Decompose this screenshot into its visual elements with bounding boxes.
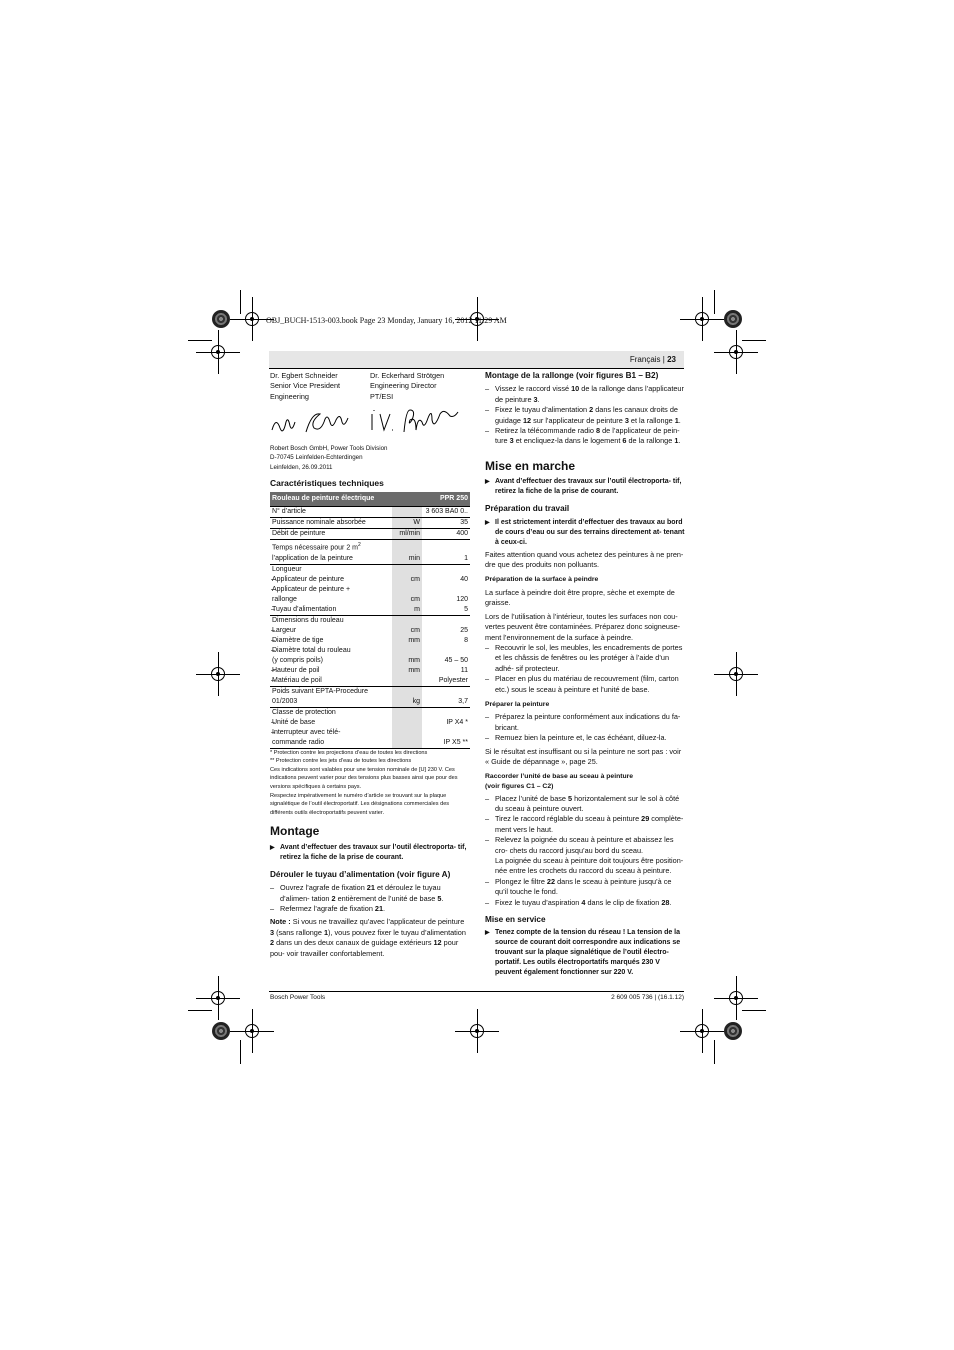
spec-unit (392, 728, 422, 748)
table-row (270, 626, 470, 636)
spec-label (270, 686, 392, 707)
right-column (485, 371, 685, 980)
spec-value (422, 707, 470, 718)
warning-text: ▶ Avant d’effectuer des travaux sur l’outil électroporta- tif, retirez la fiche de la prise de courant. (485, 477, 685, 497)
text-span: de la rallonge (626, 436, 675, 446)
table-row (270, 518, 470, 529)
spec-value (422, 564, 470, 575)
spec-label-part: Poids suivant EPTA-Procedure (272, 687, 368, 695)
header-language: Français (629, 355, 661, 364)
text-span: de la rallonge dans l’applicateur de peinture (495, 384, 684, 404)
spec-unit: mm (392, 666, 422, 676)
ref-number: 3 (270, 927, 275, 937)
spec-value: 3 603 BA0 0.. (422, 507, 470, 518)
spec-value: 1 (422, 540, 470, 564)
left-column (270, 371, 470, 959)
header-language-page: Français | 23 (629, 355, 676, 364)
subheading-derouler: Dérouler le tuyau d’alimentation (voir figure A) (270, 869, 451, 879)
table-row (270, 564, 470, 575)
table-row (270, 718, 470, 728)
trim-line (714, 290, 715, 314)
paragraph: La surface à peindre doit être propre, sèche et exempte de graisse. (485, 587, 675, 608)
spec-label (270, 646, 392, 666)
table-row (270, 540, 470, 564)
spec-value: 5 (464, 605, 468, 613)
list-item (485, 814, 685, 835)
company-address (270, 444, 470, 472)
text-span: . (383, 903, 386, 913)
text-span: dans les canaux droits de guidage (495, 405, 678, 425)
text-span: . (678, 436, 681, 446)
subheading-preparer-peinture: Préparer la peinture (485, 700, 550, 708)
spec-label-part: l’application de la peinture (272, 554, 353, 562)
text-span: dans le clip de fixation (585, 897, 662, 907)
page-header (269, 351, 684, 369)
note-paragraph (270, 917, 470, 959)
list-item (485, 898, 685, 908)
spec-label: – Matériau de poil (270, 676, 392, 687)
table-row (270, 575, 470, 585)
footer-left: Bosch Power Tools (270, 994, 326, 1001)
list-item (270, 883, 470, 904)
spec-note: Respectez impérativement le numéro d’article se trouvant sur la plaque signalétique de l’outil électroportatif. Les désignations commerciales des différents outils électroportatifs peuvent varier. (270, 792, 450, 816)
table-row (270, 507, 470, 518)
table-row (270, 666, 470, 676)
ref-number: 1 (323, 927, 329, 937)
ref-number: 5 (437, 893, 442, 903)
subheading-line: (voir figures C1 – C2) (485, 782, 554, 790)
text-span: pour pou- voir travailler confortablement. (270, 938, 459, 958)
spec-label: Débit de peinture (270, 529, 392, 540)
spec-value: IP X5 ** (443, 738, 468, 746)
warning-text: ▶ Tenez compte de la tension du réseau ! La tension de la source de courant doit correspondre aux indications se trouvant sur la plaque signalétique de l’outil électro- portatif. Les outils électroportatifs marqués 230 V peuvent également fonctionner sur 220 V. (485, 928, 685, 978)
spec-unit: W (392, 518, 422, 529)
text-span: dans le sceau à peinture jusqu’à ce qu’il touche le fond. (495, 876, 672, 897)
superscript: 2 (357, 542, 361, 549)
signatory-dept: Engineering (270, 391, 309, 401)
list-item (485, 794, 685, 815)
registration-disc (212, 310, 230, 328)
spec-label: – Diamètre de tige (270, 636, 392, 646)
section-heading-caracteristiques: Caractéristiques techniques (270, 477, 384, 488)
ref-number: 22 (546, 876, 556, 886)
company-line: D-70745 Leinfelden-Echterdingen (270, 454, 363, 462)
text-span: et la rallonge (628, 415, 675, 425)
spec-label-part: 01/2003 (272, 697, 298, 705)
spec-label (270, 728, 392, 748)
spec-label (270, 585, 392, 605)
signatory-title: Engineering Director (370, 381, 437, 391)
spec-unit (392, 718, 422, 728)
spec-value (422, 615, 470, 626)
ref-number: 3 (624, 415, 629, 425)
paragraph: Faites attention quand vous achetez des peintures à ne pren- dre que des produits non polluants. (485, 549, 684, 570)
text-span: Plongez le filtre (495, 876, 547, 886)
ref-number: 5 (568, 793, 573, 803)
spec-value: Polyester (438, 676, 468, 684)
list-item: – Remuez bien la peinture et, le cas échéant, diluez-la. (485, 733, 685, 743)
ref-number: 3 (509, 436, 514, 446)
text-span: ), vous pouvez fixer le tuyau d’alimentation (328, 927, 466, 937)
spec-value: 120 (456, 595, 468, 603)
spec-label: – Unité de base (270, 718, 392, 728)
text-span: (sans rallonge (274, 927, 324, 937)
ref-number: 10 (571, 384, 580, 394)
footer-rule (269, 991, 684, 992)
spec-label-part: (y compris poils) (272, 656, 323, 664)
paragraph: Lors de l’utilisation à l’intérieur, toutes les surfaces non cou- vertes peuvent être contaminées. Préparez donc soigneuse- ment l’environnement de la surface à peindre. (485, 611, 681, 642)
spec-value: 8 (464, 636, 468, 644)
spec-label: N° d’article (270, 507, 392, 518)
text-span: . (678, 415, 681, 425)
spec-unit: m (392, 605, 422, 616)
spec-unit (392, 707, 422, 718)
text-span: Tirez le raccord réglable du sceau à peinture (495, 814, 642, 824)
table-row (270, 585, 470, 605)
spec-label: Puissance nominale absorbée (270, 518, 392, 529)
section-heading-mise-en-marche: Mise en marche (485, 458, 576, 473)
spec-value: 3,7 (422, 686, 470, 707)
signatory-1 (270, 371, 370, 402)
list-item: – Relevez la poignée du sceau à peinture et abaissez les cro- chets du raccord jusqu’au bord du sceau. (485, 835, 685, 856)
trim-line (714, 1040, 715, 1064)
table-row (270, 529, 470, 540)
spec-label: Dimensions du rouleau (270, 615, 392, 626)
signatory-name: Dr. Eckerhard Strötgen (370, 371, 445, 380)
spec-label-part: Temps nécessaire pour 2 m (272, 544, 358, 552)
trim-line (742, 340, 766, 341)
ref-number: 8 (596, 426, 601, 436)
trim-line (742, 1010, 766, 1011)
ref-number: 3 (533, 394, 538, 404)
text-span: dans un des deux canaux de guidage extérieurs (274, 938, 434, 948)
spec-label-part: commande radio (272, 738, 325, 746)
spec-note: ** Protection contre les jets d’eau de toutes les directions (270, 758, 412, 765)
text-span: sur l’applicateur de peinture (531, 415, 625, 425)
spec-unit: mm (392, 646, 422, 666)
spec-label: – Largeur (270, 626, 392, 636)
table-row (270, 707, 470, 718)
list-item: – Placer en plus du matériau de recouvrement (film, carton etc.) sous le sceau à peinture et l’unité de base. (485, 674, 685, 695)
text-span: Si vous ne travaillez qu’avec l’applicateur de peinture (290, 917, 465, 927)
list-item: – Préparez la peinture conformément aux indications du fa- bricant. (485, 712, 685, 733)
list-item: – Recouvrir le sol, les meubles, les encadrements de portes et les châssis de fenêtres ou les protéger à l’aide d’un adhé- sif protecteur. (485, 643, 685, 674)
trim-line (188, 1010, 212, 1011)
text-span: Refermez l’agrafe de fixation (280, 903, 375, 913)
text-span: Fixez le tuyau d’alimentation (495, 405, 590, 415)
text-span: Vissez le raccord vissé (495, 384, 572, 394)
trim-line (188, 340, 212, 341)
text-span: de l’applicateur de pein- ture (495, 426, 680, 446)
registration-disc (724, 310, 742, 328)
spec-header-model: PPR 250 (422, 492, 470, 507)
book-info-line: OBJ_BUCH-1513-003.book Page 23 Monday, January 16, 2012 11:29 AM (266, 316, 507, 325)
signatory-name: Dr. Egbert Schneider (270, 371, 338, 380)
spec-unit: min (392, 540, 422, 564)
ref-number: 1 (674, 436, 679, 446)
spec-label: Classe de protection (270, 707, 392, 718)
text-span: Retirez la télécommande radio (495, 426, 596, 436)
spec-note: Ces indications sont valables pour une tension nominale de [U] 230 V. Ces indications peuvent varier pour des tensions plus basses ainsi que pour des versions spécifiques à certains pays. (270, 766, 458, 790)
text-span: . (537, 394, 540, 404)
spec-notes (270, 748, 470, 818)
spec-unit (392, 615, 422, 626)
subheading-rallonge: Montage de la rallonge (voir figures B1 – B2) (485, 371, 659, 380)
note-label: Note : (270, 917, 291, 927)
spec-unit: mm (392, 636, 422, 646)
table-row (270, 636, 470, 646)
spec-value: 35 (422, 518, 470, 529)
subheading-surface: Préparation de la surface à peindre (485, 576, 599, 584)
spec-header-label: Rouleau de peinture électrique (270, 492, 422, 507)
ref-number: 4 (581, 897, 586, 907)
text-span: et encliquez-la dans le logement (513, 436, 623, 446)
signatory-2 (370, 371, 470, 402)
subheading-line: Raccorder l’unité de base au sceau à peinture (485, 773, 634, 781)
list-item (270, 904, 470, 914)
table-row (270, 646, 470, 666)
table-row (270, 605, 470, 616)
ref-number: 2 (270, 938, 275, 948)
list-item (485, 426, 685, 447)
ref-number: 21 (374, 903, 384, 913)
warning-text: ▶ Avant d’effectuer des travaux sur l’outil électroporta- tif, retirez la fiche de la prise de courant. (270, 843, 470, 863)
paragraph: Si le résultat est insuffisant ou si la peinture ne sort pas : voir « Guide de dépannage », page 25. (485, 746, 682, 766)
ref-number: 2 (331, 893, 336, 903)
spec-label (270, 540, 392, 564)
ref-number: 21 (366, 883, 375, 893)
table-row (270, 676, 470, 687)
spec-unit (392, 507, 422, 518)
text-span: Ouvrez l’agrafe de fixation (280, 883, 367, 893)
spec-label: – Tuyau d’alimentation (270, 605, 392, 616)
table-row (270, 728, 470, 748)
warning-text: ▶ Il est strictement interdit d’effectuer des travaux au bord de cours d’eau ou sur des terrains directement at- tenant à ceux-ci. (485, 518, 685, 548)
ref-number: 1 (674, 415, 679, 425)
spec-note: * Protection contre les projections d’eau de toutes les directions (270, 749, 428, 756)
spec-label: Longueur (270, 564, 392, 575)
spec-unit: cm (392, 626, 422, 636)
spec-unit: kg (392, 686, 422, 707)
page-number: 23 (667, 355, 676, 364)
ref-number: 6 (622, 436, 627, 446)
subheading-preparation: Préparation du travail (485, 504, 570, 514)
company-line: Leinfelden, 26.09.2011 (270, 463, 333, 471)
spec-label: – Hauteur de poil (270, 666, 392, 676)
company-line: Robert Bosch GmbH, Power Tools Division (270, 445, 388, 453)
list-item (485, 405, 685, 426)
spec-unit (392, 564, 422, 575)
table-row (270, 686, 470, 707)
text-span: . (441, 893, 444, 903)
section-heading-montage: Montage (270, 824, 320, 839)
signatory-dept: PT/ESI (370, 391, 394, 401)
text-span: . (669, 897, 672, 907)
registration-disc (724, 1022, 742, 1040)
ref-number: 12 (523, 415, 532, 425)
ref-number: 28 (661, 897, 670, 907)
trim-line (240, 290, 241, 314)
text-span: complète- ment vers le haut. (495, 814, 684, 834)
list-item (485, 384, 685, 405)
text-span: Placez l’unité de base (495, 793, 569, 803)
spec-value: IP X4 * (446, 718, 468, 726)
ref-number: 29 (641, 814, 650, 824)
text-span: Fixez le tuyau d’aspiration (495, 897, 582, 907)
spec-value: 11 (460, 666, 468, 674)
spec-label-part: Diamètre total du rouleau (272, 646, 351, 654)
spec-label-part: rallonge (272, 595, 297, 603)
spec-value: 45 – 50 (444, 656, 468, 664)
spec-label: – Applicateur de peinture (270, 575, 392, 585)
subheading-mise-en-service: Mise en service (485, 915, 546, 925)
list-item-continuation: La poignée du sceau à peinture doit toujours être position- née entre les crochets du raccord du sceau à peinture. (495, 856, 684, 876)
spec-unit: cm (392, 575, 422, 585)
signatories (270, 371, 470, 402)
spec-value: 25 (460, 626, 468, 634)
signatory-title: Senior Vice President (270, 381, 341, 391)
spec-unit (392, 676, 422, 687)
table-row (270, 615, 470, 626)
text-span: horizontalement sur le sol à côté du sceau à peinture ouvert. (495, 793, 680, 813)
spec-label-part: Applicateur de peinture + (272, 585, 351, 593)
ref-number: 2 (589, 405, 594, 415)
spec-unit: ml/min (392, 529, 422, 540)
spec-value: 40 (460, 575, 468, 583)
footer-right: 2 609 005 736 | (16.1.12) (611, 994, 684, 1001)
ref-number: 12 (433, 938, 442, 948)
spec-table (270, 492, 470, 747)
spec-table-header (270, 492, 470, 507)
list-item (485, 877, 685, 898)
trim-line (240, 1040, 241, 1064)
registration-disc (212, 1022, 230, 1040)
subheading-raccorder (485, 772, 685, 791)
spec-unit: cm (392, 585, 422, 605)
text-span: entièrement de l’unité de base (335, 893, 438, 903)
spec-value: 400 (422, 529, 470, 540)
handwritten-signatures (270, 404, 470, 440)
text-span: et déroulez le tuyau d’alimen- tation (280, 883, 441, 903)
spec-label-part: Interrupteur avec télé- (272, 728, 341, 736)
